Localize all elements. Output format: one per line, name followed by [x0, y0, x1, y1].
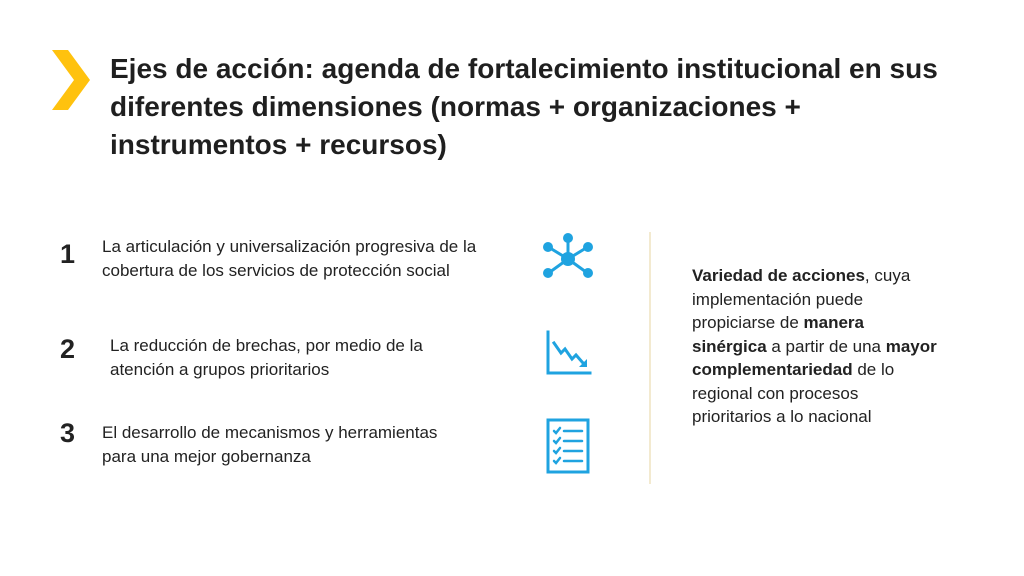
side-text-4: de lo regional con procesos prioritarios a lo nacional	[692, 360, 895, 426]
side-text-3: a partir de una	[766, 336, 886, 356]
item-1-line-1: La articulación y universalización progresiva de la	[102, 237, 477, 256]
item-number-1: 1	[60, 239, 76, 269]
item-3-line-1: El desarrollo de mecanismos y herramientas	[102, 423, 438, 442]
item-text-3	[102, 421, 437, 469]
slide-title: Ejes de acción: agenda de fortalecimiento institucional en sus diferentes dimensiones (normas + organizaciones + instrumentos + recursos)	[110, 53, 938, 160]
item-3-line-2: para una mejor gobernanza	[102, 447, 311, 466]
side-bold-2: manera sinérgica	[692, 313, 864, 356]
network-icon	[541, 232, 595, 286]
item-1-line-2: cobertura de los servicios de protección social	[102, 261, 450, 280]
item-2-line-1: La reducción de brechas, por medio de la	[110, 336, 423, 355]
item-text-2	[110, 334, 423, 382]
side-text-2: , cuya implementación puede propiciarse de	[692, 266, 911, 332]
side-bold-3: mayor complementariedad	[692, 336, 937, 379]
trend-down-chart-icon	[545, 329, 593, 377]
item-number-3: 3	[60, 418, 76, 448]
item-text-1	[102, 235, 476, 283]
side-summary	[692, 264, 942, 429]
chevron-right-icon	[52, 50, 90, 110]
vertical-divider	[649, 232, 651, 484]
checklist-icon	[546, 418, 590, 474]
side-bold-1: Variedad de acciones	[692, 266, 865, 285]
item-2-line-2: atención a grupos prioritarios	[110, 360, 330, 379]
item-number-2: 2	[60, 334, 76, 364]
